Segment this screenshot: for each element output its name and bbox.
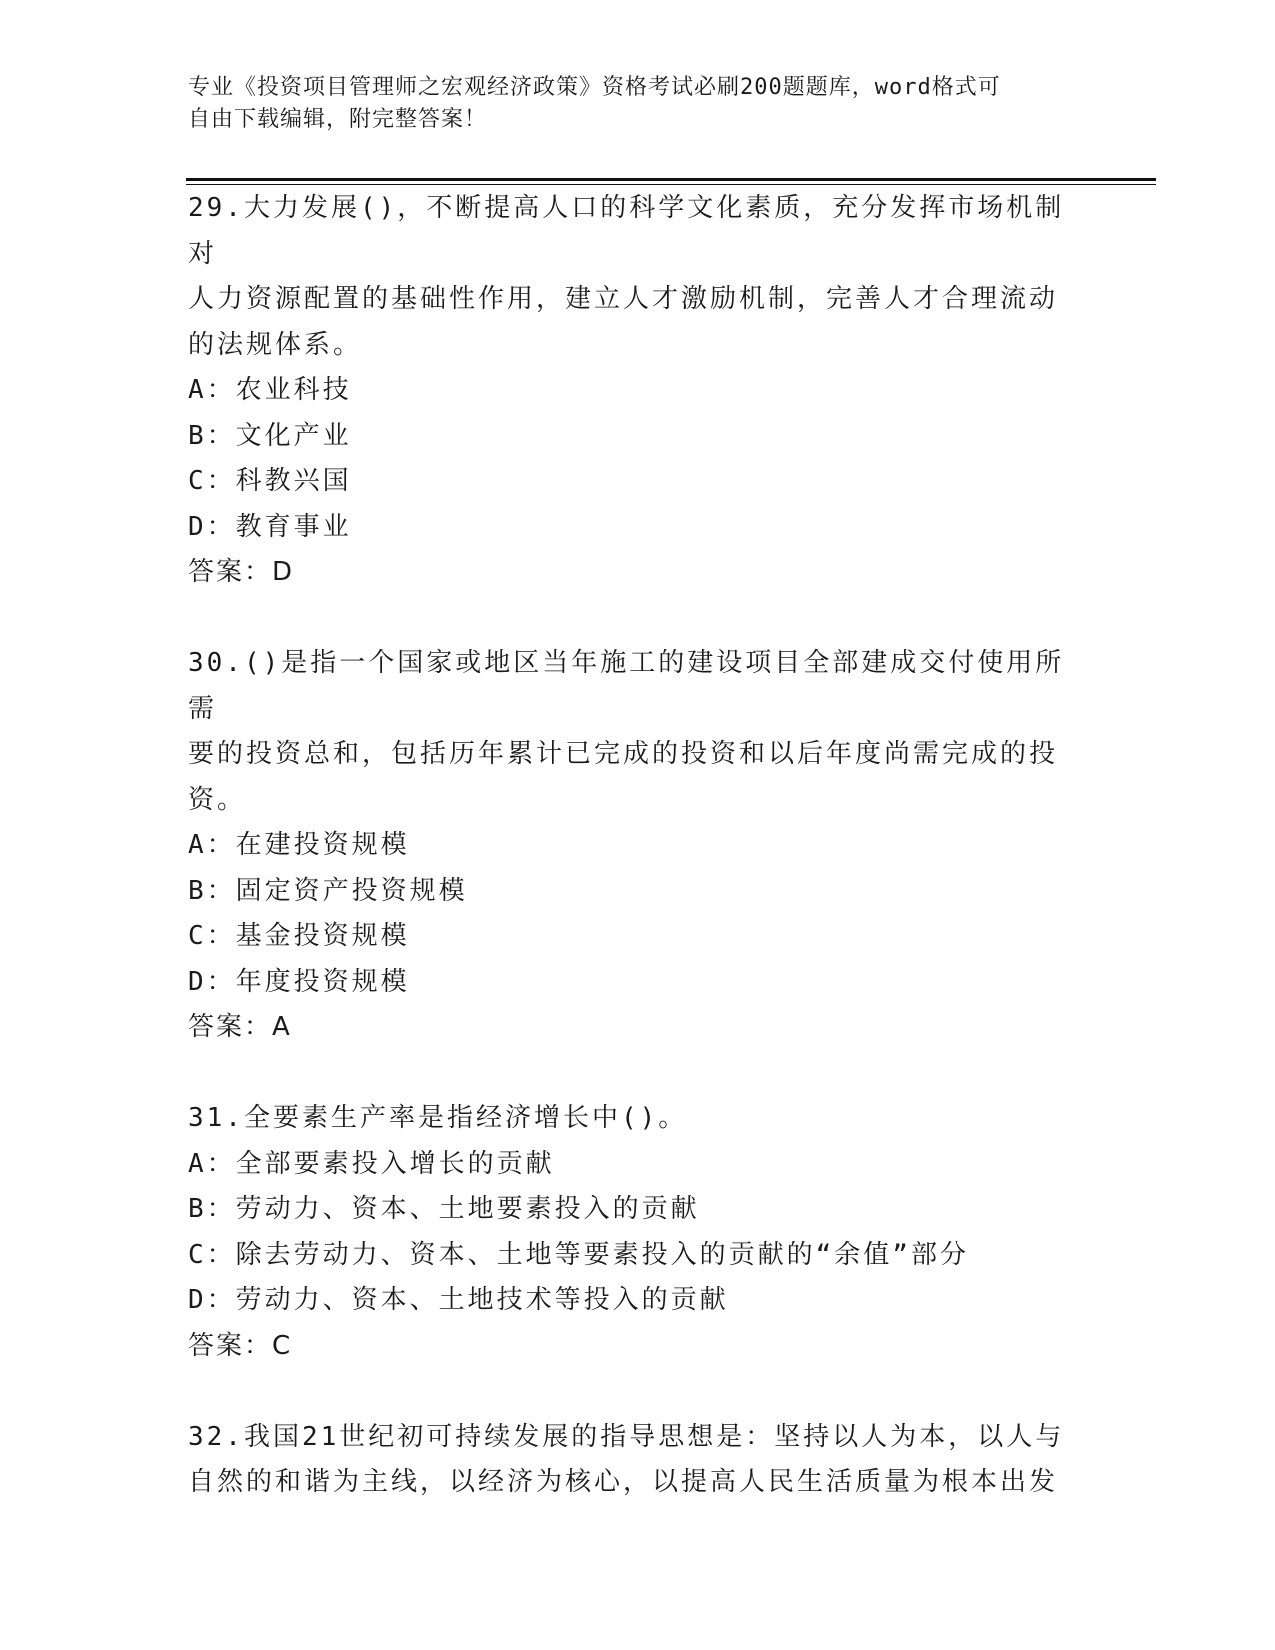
spacer (188, 596, 1088, 642)
question-text (188, 1096, 1088, 1142)
question-31 (188, 1096, 1088, 1369)
question-line: 32.我国21世纪初可持续发展的指导思想是：坚持以人为本，以人与 (188, 1421, 1065, 1452)
question-line: 31.全要素生产率是指经济增长中()。 (188, 1103, 688, 1133)
question-29 (188, 186, 1088, 596)
spacer (188, 1369, 1088, 1415)
document-header (188, 72, 1068, 136)
option-c: C：科教兴国 (188, 466, 352, 496)
option-b: B：固定资产投资规模 (188, 875, 468, 906)
option-d: D：劳动力、资本、土地技术等投入的贡献 (188, 1285, 729, 1315)
question-list (188, 186, 1088, 1506)
answer: 答案：D (188, 557, 295, 587)
question-text (188, 641, 1088, 823)
question-line: 自然的和谐为主线，以经济为核心，以提高人民生活质量为根本出发 (188, 1467, 1059, 1497)
option-c: C：除去劳动力、资本、土地等要素投入的贡献的“余值”部分 (188, 1239, 969, 1270)
question-32 (188, 1415, 1088, 1506)
option-c: C：基金投资规模 (188, 921, 410, 951)
question-line: 的法规体系。 (188, 329, 363, 360)
option-a: A：农业科技 (188, 375, 352, 405)
option-a: A：全部要素投入增长的贡献 (188, 1148, 555, 1179)
question-line: 要的投资总和，包括历年累计已完成的投资和以后年度尚需完成的投 (188, 739, 1059, 769)
option-b: B：文化产业 (188, 420, 352, 451)
question-line: 29.大力发展()，不断提高人口的科学文化素质，充分发挥市场机制对 (188, 193, 1065, 269)
answer: 答案：A (188, 1012, 292, 1042)
question-line: 资。 (188, 784, 247, 815)
question-text (188, 186, 1088, 368)
option-a: A：在建投资规模 (188, 830, 410, 860)
spacer (188, 1051, 1088, 1097)
question-line: 人力资源配置的基础性作用，建立人才激励机制，完善人才合理流动 (188, 284, 1059, 314)
question-line: 30.()是指一个国家或地区当年施工的建设项目全部建成交付使用所需 (188, 648, 1065, 724)
option-d: D：教育事业 (188, 511, 352, 542)
option-b: B：劳动力、资本、土地要素投入的贡献 (188, 1194, 700, 1224)
question-text (188, 1415, 1088, 1506)
header-rule-thick (186, 178, 1156, 181)
answer: 答案：C (188, 1330, 293, 1361)
question-30 (188, 641, 1088, 1051)
option-d: D：年度投资规模 (188, 966, 410, 997)
header-line-2: 自由下载编辑，附完整答案！ (188, 107, 488, 132)
header-rule-thin (186, 184, 1156, 185)
header-line-1: 专业《投资项目管理师之宏观经济政策》资格考试必刷200题题库，word格式可 (188, 75, 1001, 100)
